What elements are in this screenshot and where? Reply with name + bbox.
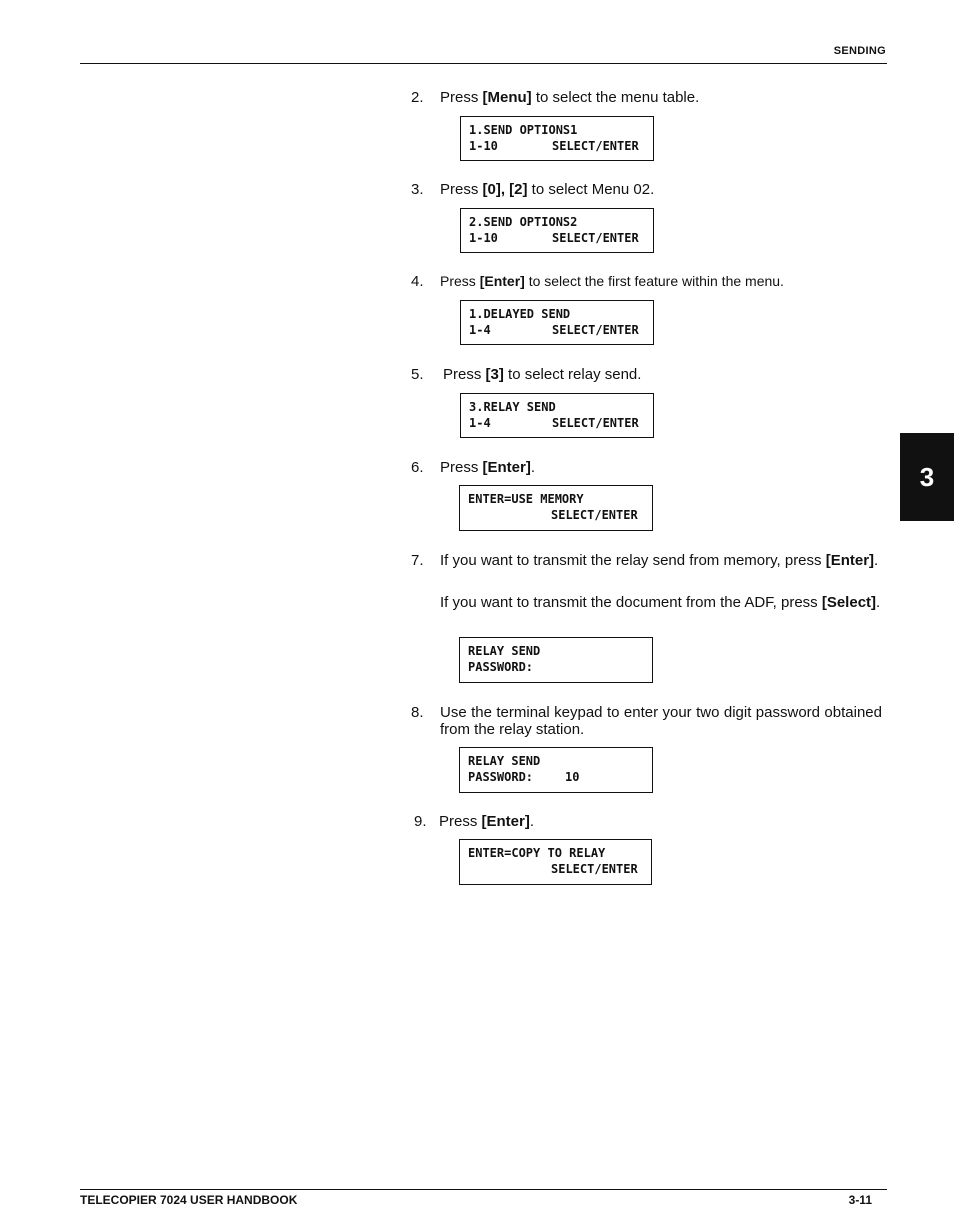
step-text: Press [0], [2] to select Menu 02.: [440, 181, 655, 198]
key-menu: [Menu]: [482, 89, 532, 106]
lcd-line-2: PASSWORD:: [468, 660, 534, 674]
step-text: Press [Enter] to select the first feature within the menu.: [440, 273, 784, 289]
lcd-line-2: 1-10 SELECT/ENTER: [469, 231, 639, 245]
step-number: 3.: [411, 181, 424, 198]
step-number: 6.: [411, 459, 424, 476]
page-number: 3-11: [848, 1193, 872, 1207]
step-number: 4.: [411, 273, 424, 290]
lcd-line-2: SELECT/ENTER: [551, 508, 638, 522]
lcd-display: [460, 393, 654, 438]
lcd-display: [459, 485, 653, 531]
step-8-text: Use the terminal keypad to enter your two digit password obtained from the relay station.: [440, 704, 882, 738]
key-3: [3]: [485, 366, 504, 383]
lcd-line-2: 1-10 SELECT/ENTER: [469, 139, 639, 153]
lcd-line-1: RELAY SEND: [468, 644, 541, 658]
lcd-display: [460, 300, 654, 345]
key-enter: [Enter]: [825, 552, 875, 569]
lcd-display: [459, 637, 653, 683]
step-text: Press [Enter].: [439, 813, 535, 830]
step-text: Press [Menu] to select the menu table.: [440, 89, 700, 106]
lcd-line-1: 1.DELAYED SEND: [469, 307, 571, 321]
lcd-line-1: 1.SEND OPTIONS1: [469, 123, 578, 137]
footer-title: TELECOPIER 7024 USER HANDBOOK: [80, 1193, 298, 1207]
lcd-display: [460, 208, 654, 253]
step-text: Press [Enter].: [440, 459, 536, 476]
lcd-line-1: 3.RELAY SEND: [469, 400, 556, 414]
lcd-display: [460, 116, 654, 161]
key-enter: [Enter]: [481, 813, 530, 830]
chapter-tab: 3: [900, 433, 954, 521]
key-enter: [Enter]: [479, 273, 525, 289]
lcd-line-2: 1-4 SELECT/ENTER: [469, 323, 639, 337]
step-7-paragraph-1: If you want to transmit the relay send from memory, press [Enter].: [440, 552, 879, 569]
step-number: 7.: [411, 552, 424, 569]
step-text: Press [3] to select relay send.: [443, 366, 642, 383]
lcd-line-2: SELECT/ENTER: [551, 862, 638, 876]
lcd-line-1: ENTER=USE MEMORY: [468, 492, 584, 506]
step-number: 8.: [411, 704, 424, 721]
step-number: 9.: [414, 813, 427, 830]
key-select: [Select]: [821, 594, 877, 611]
header-rule: [80, 63, 887, 64]
key-digits: [0], [2]: [482, 181, 528, 198]
key-enter: [Enter]: [482, 459, 531, 476]
lcd-line-1: RELAY SEND: [468, 754, 541, 768]
step-number: 5.: [411, 366, 424, 383]
section-header: SENDING: [833, 45, 886, 57]
lcd-line-2: PASSWORD: 10: [468, 770, 580, 784]
lcd-line-2: 1-4 SELECT/ENTER: [469, 416, 639, 430]
lcd-display: [459, 839, 652, 885]
lcd-display: [459, 747, 653, 793]
step-7-paragraph-2: If you want to transmit the document from the ADF, press [Select].: [440, 594, 881, 611]
lcd-line-1: ENTER=COPY TO RELAY: [468, 846, 606, 860]
step-number: 2.: [411, 89, 424, 106]
footer-rule: [80, 1189, 887, 1190]
lcd-line-1: 2.SEND OPTIONS2: [469, 215, 578, 229]
